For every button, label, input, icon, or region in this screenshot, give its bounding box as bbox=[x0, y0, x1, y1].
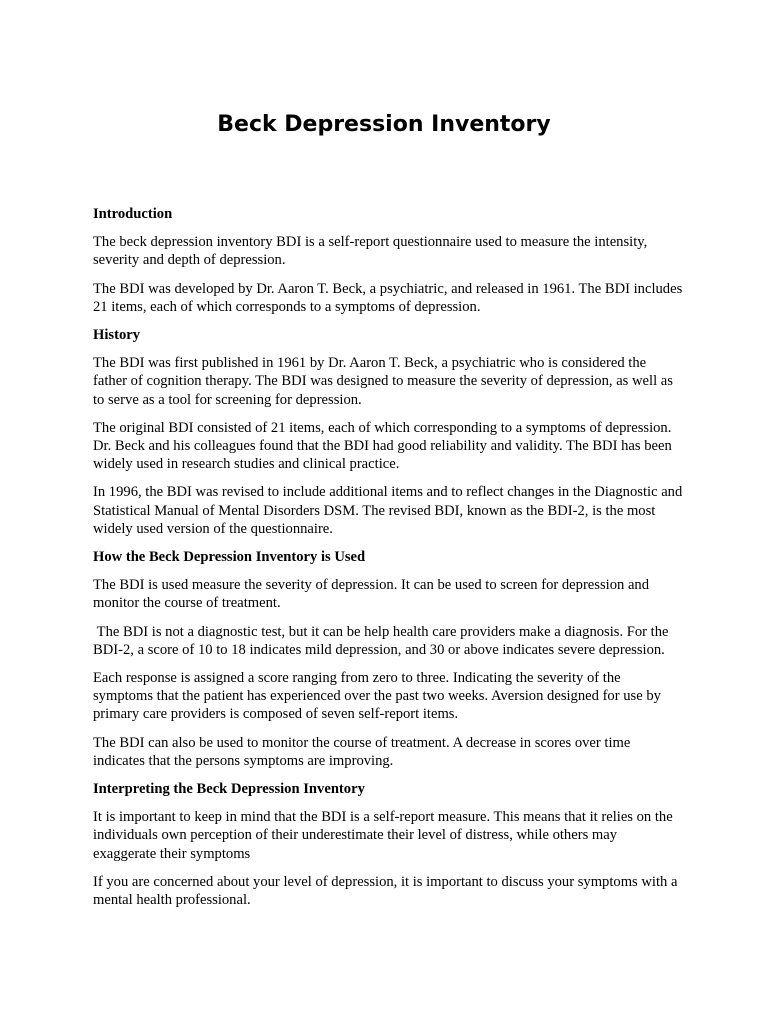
paragraph: The BDI was developed by Dr. Aaron T. Beck, a psychiatric, and released in 1961. The BDI includes 21 items, each of which corresponds to a symptoms of depression. bbox=[93, 280, 686, 315]
paragraph: If you are concerned about your level of depression, it is important to discuss your symptoms with a mental health professional. bbox=[93, 873, 682, 909]
paragraph: The BDI was first published in 1961 by Dr. Aaron T. Beck, a psychiatric who is considered the father of cognition therapy. The BDI was designed to measure the severity of depression, as well as to serve as a tool for screening for depression. bbox=[93, 355, 677, 408]
document-title: Beck Depression Inventory bbox=[217, 112, 551, 137]
paragraph: It is important to keep in mind that the BDI is a self-report measure. This means that it relies on the individuals own perception of their underestimate their level of distress, while others may exaggerate their symptoms bbox=[93, 809, 677, 862]
paragraph: The BDI can also be used to monitor the course of treatment. A decrease in scores over time indicates that the persons symptoms are improving. bbox=[93, 734, 635, 769]
paragraph: The beck depression inventory BDI is a self-report questionnaire used to measure the intensity, severity and depth of depression. bbox=[93, 234, 651, 269]
section-heading-introduction: Introduction bbox=[93, 206, 173, 222]
section-heading-history: History bbox=[93, 327, 141, 344]
paragraph: Each response is assigned a score ranging from zero to three. Indicating the severity of the symptoms that the patient has experienced over the past two weeks. Aversion designed for use by primary care providers is composed of seven self-report items. bbox=[93, 670, 665, 723]
paragraph: In 1996, the BDI was revised to include additional items and to reflect changes in the Diagnostic and Statistical Manual of Mental Disorders DSM. The revised BDI, known as the BDI-2, is the most widely used version of the questionnaire. bbox=[93, 484, 686, 537]
section-heading-usage: How the Beck Depression Inventory is Used bbox=[93, 549, 366, 566]
paragraph: The original BDI consisted of 21 items, each of which corresponding to a symptoms of depression. Dr. Beck and his colleagues found that the BDI had good reliability and validity. The BDI has been widely used in research studies and clinical practice. bbox=[93, 419, 676, 473]
paragraph: The BDI is not a diagnostic test, but it can be help health care providers make a diagnosis. For the BDI-2, a score of 10 to 18 indicates mild depression, and 30 or above indicates severe depression. bbox=[93, 623, 673, 658]
paragraph: The BDI is used measure the severity of depression. It can be used to screen for depression and monitor the course of treatment. bbox=[93, 577, 653, 612]
document-body bbox=[93, 205, 686, 919]
section-heading-interpreting: Interpreting the Beck Depression Inventory bbox=[93, 781, 365, 798]
